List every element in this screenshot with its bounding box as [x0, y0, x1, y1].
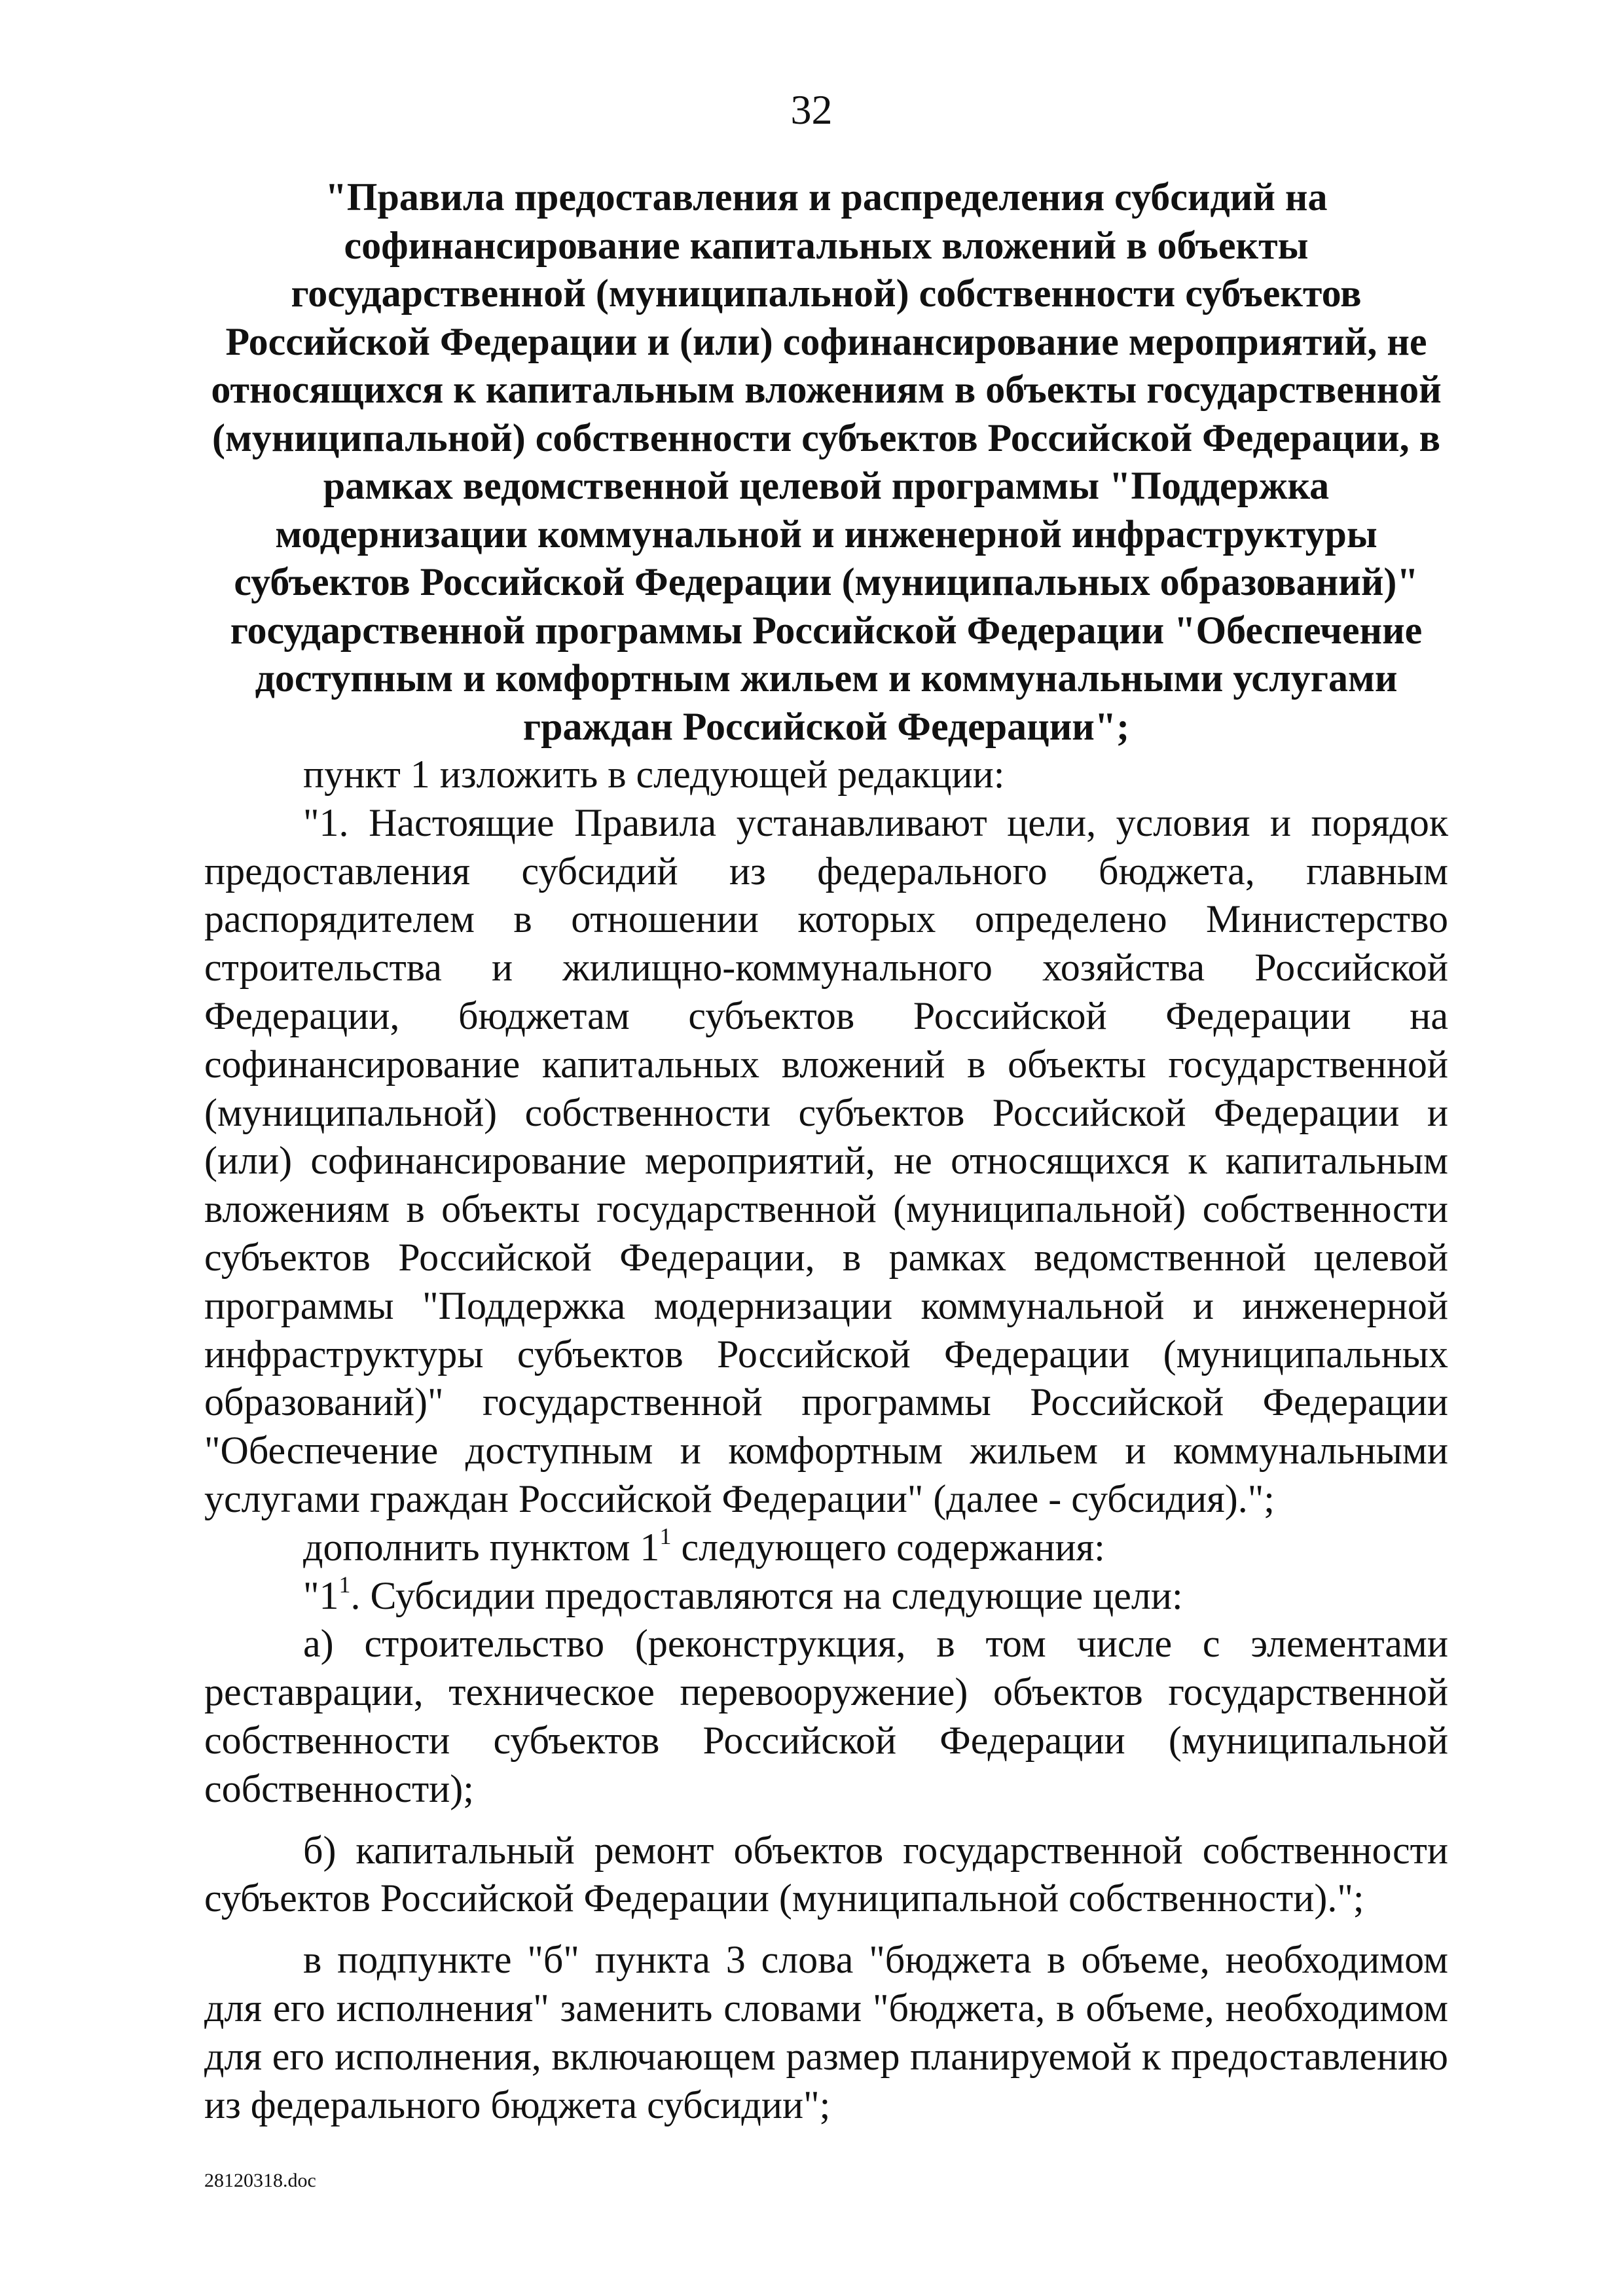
paragraph-subpoint-b: б) капитальный ремонт объектов государственной собственности субъектов Российской Федерации (муниципальной собственности)."; — [204, 1828, 1448, 1920]
paragraph-add-point-1-1 — [204, 1524, 1448, 1572]
paragraph-point-1-1-text — [204, 1572, 1448, 1621]
point-number: "1 — [303, 1573, 339, 1617]
superscript-index: 1 — [659, 1522, 672, 1549]
paragraph-subpoint-a: а) строительство (реконструкция, в том числе с элементами реставрации, техническое перевооружение) объектов государственной собственности субъектов Российской Федерации (муниципальной собственности); — [204, 1622, 1448, 1810]
paragraph-add-point-tail: следующего содержания: — [671, 1525, 1105, 1569]
paragraph-add-point-text: дополнить пунктом 1 — [303, 1525, 660, 1569]
document-body — [204, 173, 1448, 2129]
page-number: 32 — [790, 86, 833, 133]
paragraph-amend-point-1: пункт 1 изложить в следующей редакции: — [303, 753, 1005, 796]
paragraph-point-1-text: "1. Настоящие Правила устанавливают цели, условия и порядок предоставления субсидий из федерального бюджета, главным распорядителем в отношении которых определено Министерство строительства и жилищно-коммунального хозяйства Российской Федерации, бюджетам субъектов Российской Федерации на софинансирование капитальных вложений в объекты государственной (муниципальной) собственности субъектов Российской Федерации и (или) софинансирование мероприятий, не относящихся к капитальным вложениям в объекты государственной (муниципальной) собственности субъектов Российской Федерации, в рамках ведомственной целевой программы "Поддержка модернизации коммунальной и инженерной инфраструктуры субъектов Российской Федерации (муниципальных образований)" государственной программы Российской Федерации "Обеспечение доступным и комфортным жильем и коммунальными услугами граждан Российской Федерации" (далее - субсидия)."; — [204, 800, 1448, 1520]
point-text: . Субсидии предоставляются на следующие цели: — [350, 1573, 1183, 1617]
rules-title: "Правила предоставления и распределения субсидий на софинансирование капитальных вложений в объекты государственной (муниципальной) собственности субъектов Российской Федерации и (или) софинансирование мероприятий, не относящихся к капитальным вложениям в объекты государственной (муниципальной) собственности субъектов Российской Федерации, в рамках ведомственной целевой программы "Поддержка модернизации коммунальной и инженерной инфраструктуры субъектов Российской Федерации (муниципальных образований)" государственной программы Российской Федерации "Обеспечение доступным и комфортным жильем и коммунальными услугами граждан Российской Федерации"; — [211, 175, 1442, 748]
paragraph-point-3-amendment: в подпункте "б" пункта 3 слова "бюджета в объеме, необходимом для его исполнения" заменить словами "бюджета, в объеме, необходимом для его исполнения, включающем размер планируемой к предоставлению из федерального бюджета субсидии"; — [204, 1938, 1448, 2126]
file-name-footer: 28120318.doc — [204, 2170, 316, 2191]
superscript-index: 1 — [338, 1571, 351, 1598]
